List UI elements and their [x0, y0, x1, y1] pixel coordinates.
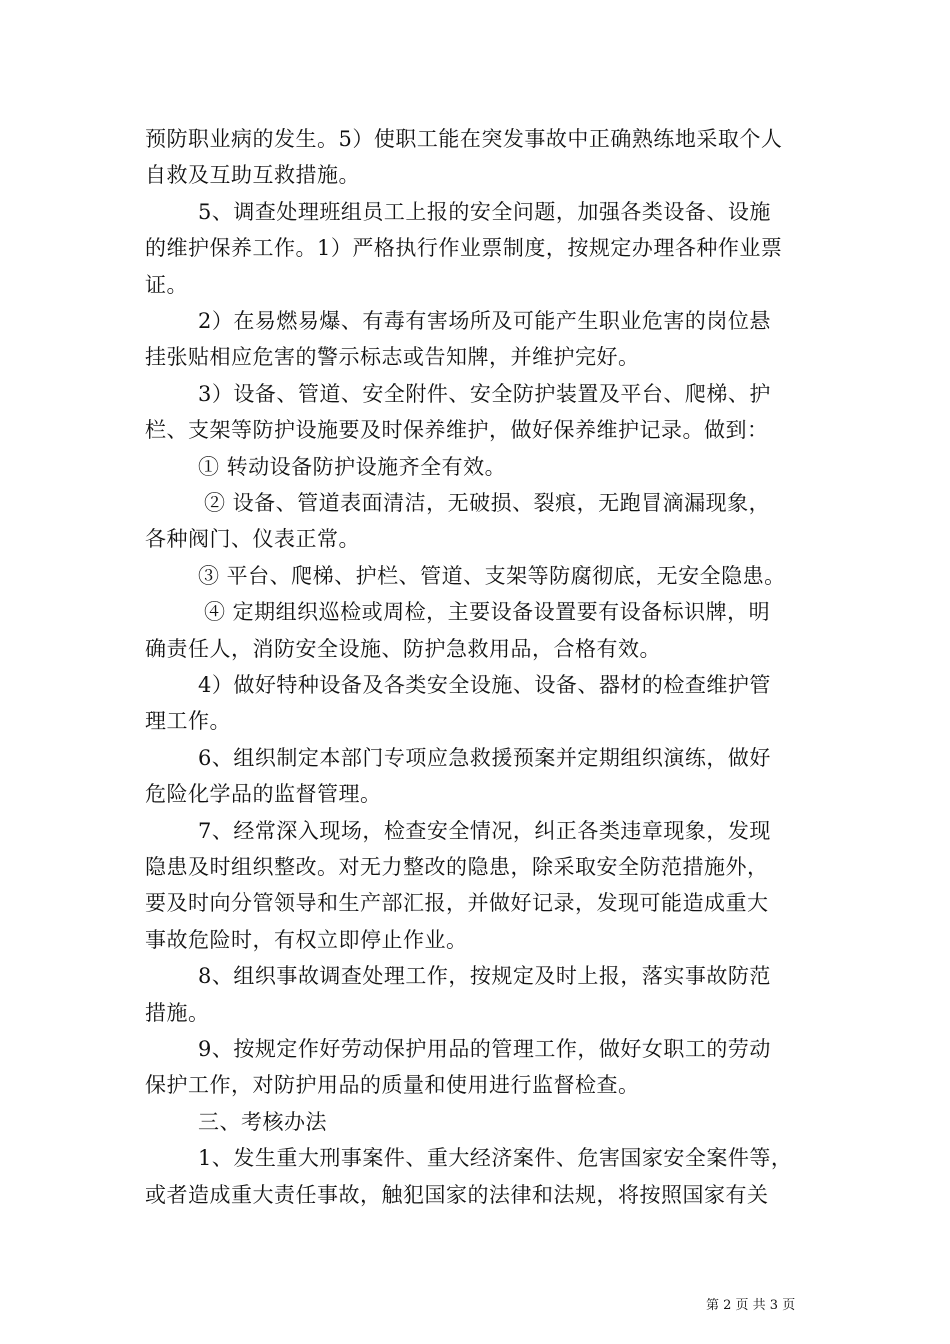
text-line: 各种阀门、仪表正常。 [145, 527, 360, 551]
text-line: ④ 定期组织巡检或周检，主要设备设置要有设备标识牌，明 [204, 600, 771, 624]
text-line: 3）设备、管道、安全附件、安全防护装置及平台、爬梯、护 [198, 382, 771, 406]
text-line: 或者造成重大责任事故，触犯国家的法律和法规，将按照国家有关 [145, 1183, 769, 1207]
text-line: ③ 平台、爬梯、护栏、管道、支架等防腐彻底，无安全隐患。 [198, 564, 786, 588]
text-line: 危险化学品的监督管理。 [145, 782, 382, 806]
text-line: 2）在易燃易爆、有毒有害场所及可能产生职业危害的岗位悬 [198, 309, 771, 333]
text-line: 4）做好特种设备及各类安全设施、设备、器材的检查维护管 [198, 673, 771, 697]
text-line: 9、按规定作好劳动保护用品的管理工作，做好女职工的劳动 [198, 1037, 771, 1061]
text-line: 6、组织制定本部门专项应急救援预案并定期组织演练，做好 [198, 746, 771, 770]
text-line: 5、调查处理班组员工上报的安全问题，加强各类设备、设施 [198, 200, 771, 224]
text-line: 措施。 [145, 1001, 210, 1025]
section-heading: 三、考核办法 [198, 1110, 327, 1134]
text-line: 的维护保养工作。1）严格执行作业票制度，按规定办理各种作业票 [145, 236, 783, 260]
text-line: 事故危险时，有权立即停止作业。 [145, 928, 468, 952]
text-line: 自救及互助互救措施。 [145, 163, 360, 187]
text-line: 保护工作，对防护用品的质量和使用进行监督检查。 [145, 1073, 640, 1097]
text-line: 7、经常深入现场，检查安全情况，纠正各类违章现象，发现 [198, 819, 771, 843]
text-line: 确责任人，消防安全设施、防护急救用品，合格有效。 [145, 637, 661, 661]
text-line: 证。 [145, 273, 188, 297]
text-line: 1、发生重大刑事案件、重大经济案件、危害国家安全案件等， [198, 1146, 793, 1170]
text-line: ② 设备、管道表面清洁，无破损、裂痕，无跑冒滴漏现象， [204, 491, 771, 515]
text-line: 栏、支架等防护设施要及时保养维护，做好保养维护记录。做到： [145, 418, 769, 442]
text-line: 8、组织事故调查处理工作，按规定及时上报，落实事故防范 [198, 964, 771, 988]
text-line: 隐患及时组织整改。对无力整改的隐患，除采取安全防范措施外， [145, 855, 769, 879]
text-line: ① 转动设备防护设施齐全有效。 [198, 455, 507, 479]
page-number: 第 2 页 共 3 页 [706, 1298, 796, 1313]
text-line: 预防职业病的发生。5）使职工能在突发事故中正确熟练地采取个人 [145, 127, 783, 151]
text-line: 要及时向分管领导和生产部汇报，并做好记录，发现可能造成重大 [145, 891, 769, 915]
text-line: 理工作。 [145, 709, 231, 733]
text-line: 挂张贴相应危害的警示标志或告知牌，并维护完好。 [145, 345, 640, 369]
